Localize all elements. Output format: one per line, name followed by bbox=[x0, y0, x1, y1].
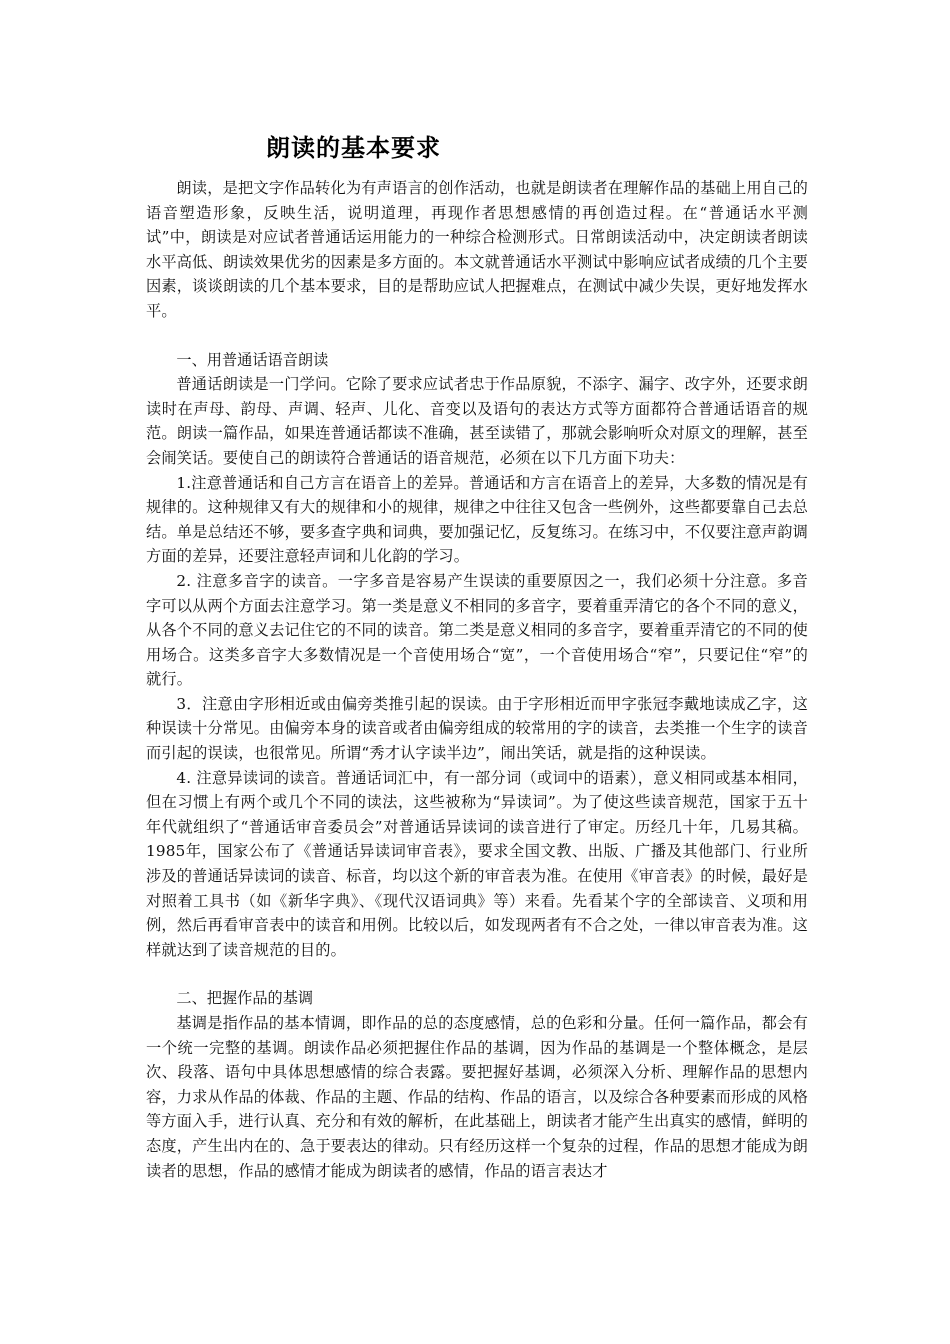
section-2-paragraph: 基调是指作品的基本情调，即作品的总的态度感情，总的色彩和分量。任何一篇作品，都会有一个统一完整的基调。朗读作品必须把握住作品的基调，因为作品的基调是一个整体概念，是层次、段落、语句中具体思想感情的综合表露。要把握好基调，必须深入分析、理解作品的思想内容，力求从作品的体裁、作品的主题、作品的结构、作品的语言，以及综合各种要素而形成的风格等方面入手，进行认真、充分和有效的解析，在此基础上，朗读者才能产生出真实的感情，鲜明的态度，产生出内在的、急于要表达的律动。只有经历这样一个复杂的过程，作品的思想才能成为朗读者的思想，作品的感情才能成为朗读者的感情，作品的语言表达才 bbox=[146, 1014, 808, 1180]
section-1-point-4: 4. 注意异读词的读音。普通话词汇中，有一部分词（或词中的语素），意义相同或基本相同，但在习惯上有两个或几个不同的读法，这些被称为“异读词”。为了使这些读音规范，国家于五十年代就组织了“普通话审音委员会”对普通话异读词的读音进行了审定。历经几十年，几易其稿。1985年，国家公布了《普通话异读词审音表》，要求全国文教、出版、广播及其他部门、行业所涉及的普通话异读词的读音、标音，均以这个新的审音表为准。在使用《审音表》的时候，最好是对照着工具书（如《新华字典》、《现代汉语词典》等）来看。先看某个字的全部读音、义项和用例，然后再看审音表中的读音和用例。比较以后，如发现两者有不合之处，一律以审音表为准。这样就达到了读音规范的目的。 bbox=[146, 768, 808, 959]
intro-paragraph: 朗读，是把文字作品转化为有声语言的创作活动，也就是朗读者在理解作品的基础上用自己的语音塑造形象，反映生活，说明道理，再现作者思想感情的再创造过程。在“普通话水平测试”中，朗读是对应试者普通话运用能力的一种综合检测形式。日常朗读活动中，决定朗读者朗读水平高低、朗读效果优劣的因素是多方面的。本文就普通话水平测试中影响应试者成绩的几个主要因素，谈谈朗读的几个基本要求，目的是帮助应试人把握难点，在测试中减少失误，更好地发挥水平。 bbox=[146, 179, 808, 320]
section-1-point-1: 1.注意普通话和自己方言在语音上的差异。普通话和方言在语音上的差异，大多数的情况是有规律的。这种规律又有大的规律和小的规律，规律之中往往又包含一些例外，这些都要靠自己去总结。单是总结还不够，要多查字典和词典，要加强记忆，反复练习。在练习中，不仅要注意声韵调方面的差异，还要注意轻声词和儿化韵的学习。 bbox=[146, 473, 808, 566]
section-1-heading: 一、用普通话语音朗读 bbox=[176, 350, 329, 369]
document-title: 朗读的基本要求 bbox=[266, 134, 441, 162]
section-1-paragraph: 普通话朗读是一门学问。它除了要求应试者忠于作品原貌，不添字、漏字、改字外，还要求朗读时在声母、韵母、声调、轻声、儿化、音变以及语句的表达方式等方面都符合普通话语音的规范。朗读一篇作品，如果连普通话都读不准确，甚至读错了，那就会影响听众对原文的理解，甚至会闹笑话。要使自己的朗读符合普通话的语音规范，必须在以下几方面下功夫： bbox=[146, 375, 808, 467]
section-1-point-3: 3．注意由字形相近或由偏旁类推引起的误读。由于字形相近而甲字张冠李戴地读成乙字，这种误读十分常见。由偏旁本身的读音或者由偏旁组成的较常用的字的读音，去类推一个生字的读音而引起的误读，也很常见。所谓“秀才认字读半边”，闹出笑话，就是指的这种误读。 bbox=[146, 694, 808, 763]
section-2-heading: 二、把握作品的基调 bbox=[176, 989, 314, 1008]
document-page bbox=[146, 128, 808, 1183]
section-1-point-2: 2. 注意多音字的读音。一字多音是容易产生误读的重要原因之一，我们必须十分注意。多音字可以从两个方面去注意学习。第一类是意义不相同的多音字，要着重弄清它的各个不同的意义，从各个不同的意义去记住它的不同的读音。第二类是意义相同的多音字，要着重弄清它的不同的使用场合。这类多音字大多数情况是一个音使用场合“宽”，一个音使用场合“窄”，只要记住“窄”的就行。 bbox=[146, 571, 808, 689]
